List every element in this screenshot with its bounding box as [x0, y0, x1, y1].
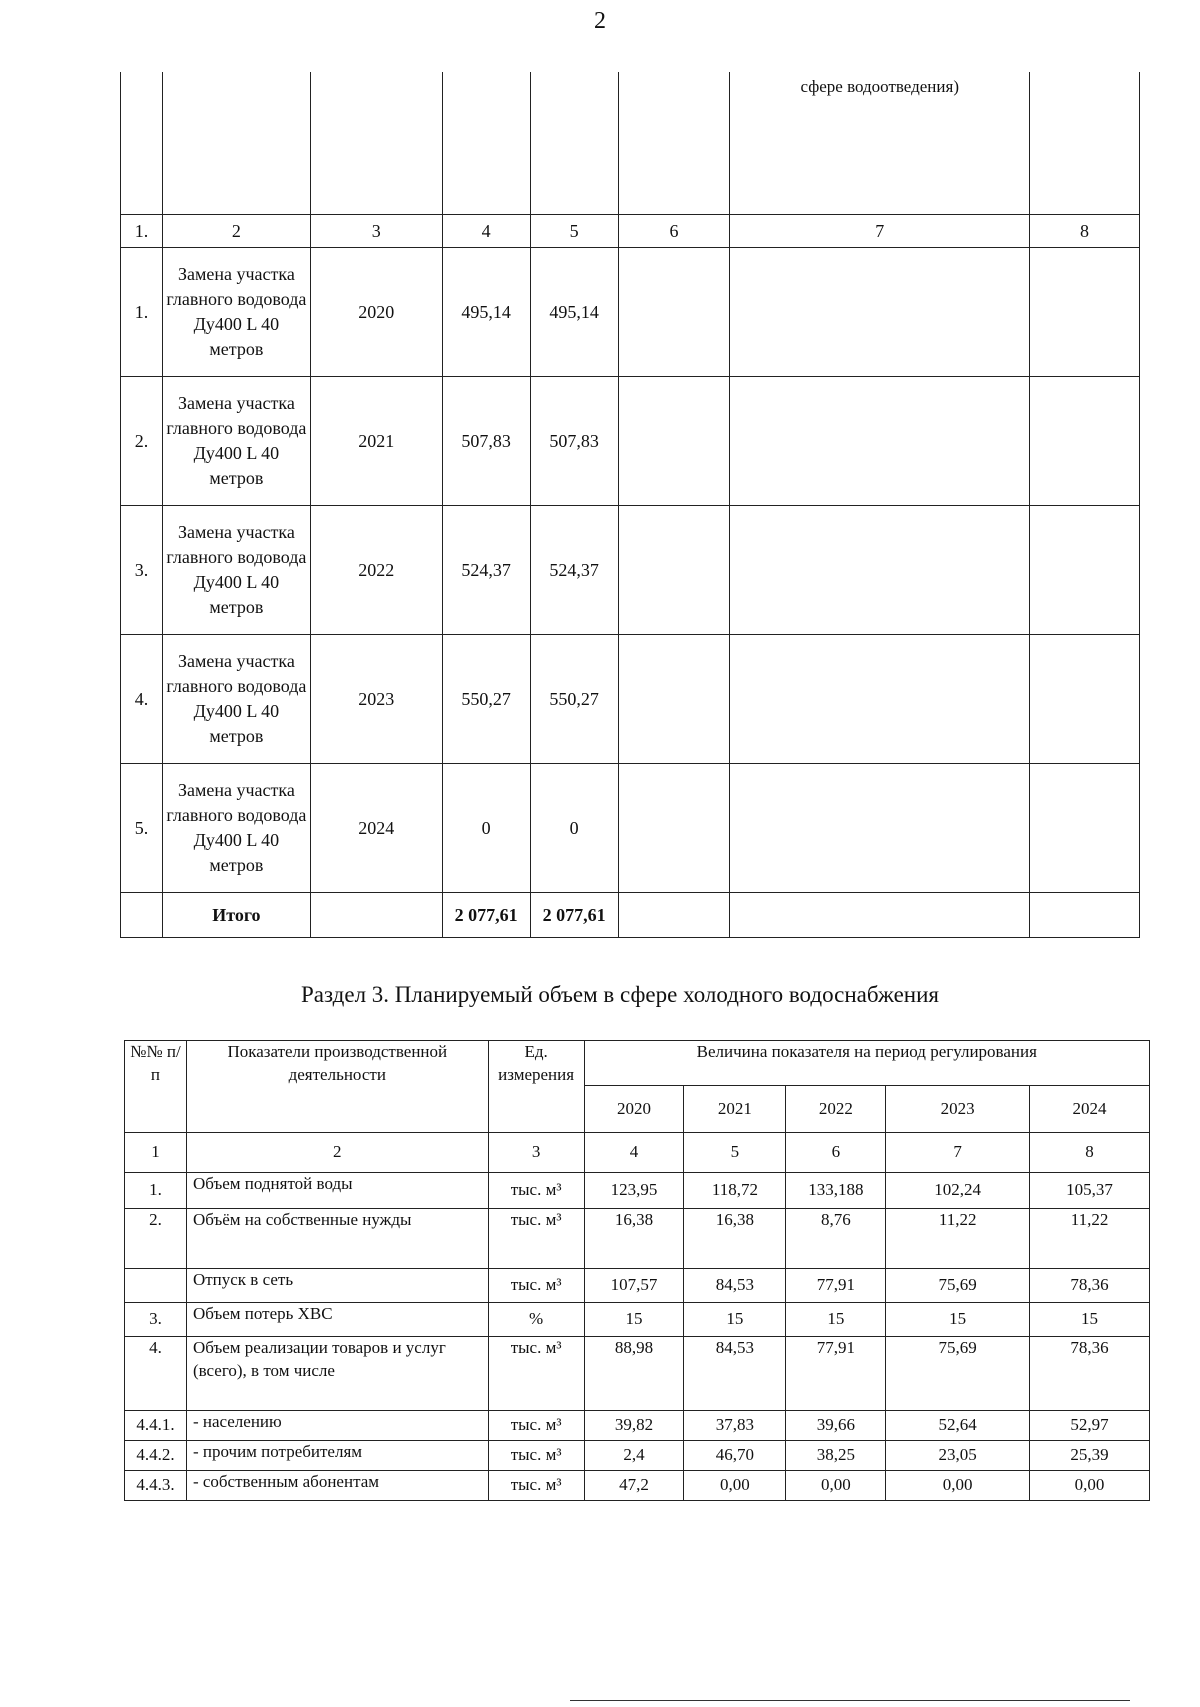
table-row [125, 1441, 1150, 1471]
row-description: Замена участка главного водовода Ду400 L 40 метров [162, 506, 310, 635]
table-row [125, 1471, 1150, 1501]
row-value: 8,76 [786, 1209, 886, 1269]
header-period: Величина показателя на период регулирования [584, 1041, 1149, 1086]
row-value: 11,22 [886, 1209, 1030, 1269]
table-row [125, 1411, 1150, 1441]
col-number: 8 [1030, 1133, 1150, 1173]
header-year: 2024 [1030, 1086, 1150, 1133]
row-unit: тыс. м³ [488, 1337, 584, 1411]
row-number: 3. [125, 1303, 187, 1337]
table-row [125, 1303, 1150, 1337]
header-col7-text: сфере водоотведения) [730, 72, 1030, 215]
table-row [121, 764, 1140, 893]
col-number: 7 [886, 1133, 1030, 1173]
header-indicator: Показатели производственной деятельности [186, 1041, 488, 1133]
row-value: 2,4 [584, 1441, 684, 1471]
row-number: 1. [125, 1173, 187, 1209]
row-value: 46,70 [684, 1441, 786, 1471]
row-value: 39,82 [584, 1411, 684, 1441]
row-description: Замена участка главного водовода Ду400 L 40 метров [162, 377, 310, 506]
row-value: 78,36 [1030, 1337, 1150, 1411]
column-number-row [125, 1133, 1150, 1173]
row-value: 0,00 [786, 1471, 886, 1501]
row-year: 2022 [310, 506, 442, 635]
row-indicator: Объем реализации товаров и услуг (всего), в том числе [186, 1337, 488, 1411]
table-row [125, 1209, 1150, 1269]
col-number: 4 [584, 1133, 684, 1173]
table-row [125, 1269, 1150, 1303]
col-number: 4 [442, 215, 530, 248]
row-value: 0,00 [684, 1471, 786, 1501]
row-value: 15 [584, 1303, 684, 1337]
row-value: 102,24 [886, 1173, 1030, 1209]
header-year: 2021 [684, 1086, 786, 1133]
row-unit: тыс. м³ [488, 1209, 584, 1269]
row-number: 4. [121, 635, 163, 764]
row-year: 2020 [310, 248, 442, 377]
row-value: 77,91 [786, 1269, 886, 1303]
row-unit: тыс. м³ [488, 1411, 584, 1441]
row-value: 77,91 [786, 1337, 886, 1411]
row-unit: тыс. м³ [488, 1269, 584, 1303]
column-number-row [121, 215, 1140, 248]
table-row [121, 506, 1140, 635]
row-number: 3. [121, 506, 163, 635]
header-year: 2022 [786, 1086, 886, 1133]
col-number: 1. [121, 215, 163, 248]
row-indicator: Объем потерь ХВС [186, 1303, 488, 1337]
row-value: 23,05 [886, 1441, 1030, 1471]
row-description: Замена участка главного водовода Ду400 L 40 метров [162, 635, 310, 764]
row-value: 0,00 [1030, 1471, 1150, 1501]
row-indicator: Отпуск в сеть [186, 1269, 488, 1303]
row-value: 0,00 [886, 1471, 1030, 1501]
col-number: 2 [186, 1133, 488, 1173]
row-value: 16,38 [684, 1209, 786, 1269]
bottom-divider [570, 1700, 1130, 1701]
section-title: Раздел 3. Планируемый объем в сфере холодного водоснабжения [300, 982, 939, 1007]
row-year: 2023 [310, 635, 442, 764]
header-num: №№ п/п [125, 1041, 187, 1133]
row-value: 75,69 [886, 1269, 1030, 1303]
col-number: 7 [730, 215, 1030, 248]
row-value: 25,39 [1030, 1441, 1150, 1471]
row-value: 123,95 [584, 1173, 684, 1209]
row-value: 16,38 [584, 1209, 684, 1269]
row-value-4: 507,83 [442, 377, 530, 506]
col-number: 6 [786, 1133, 886, 1173]
row-indicator: - прочим потребителям [186, 1441, 488, 1471]
row-unit: тыс. м³ [488, 1441, 584, 1471]
col-number: 5 [684, 1133, 786, 1173]
row-value: 84,53 [684, 1269, 786, 1303]
cold-water-volume-table [124, 1040, 1150, 1501]
row-number: 4.4.3. [125, 1471, 187, 1501]
row-value-5: 0 [530, 764, 618, 893]
row-number: 5. [121, 764, 163, 893]
row-unit: тыс. м³ [488, 1471, 584, 1501]
page-number: 2 [594, 8, 606, 34]
row-description: Замена участка главного водовода Ду400 L 40 метров [162, 764, 310, 893]
table-row [125, 1173, 1150, 1209]
row-value: 88,98 [584, 1337, 684, 1411]
row-value: 107,57 [584, 1269, 684, 1303]
col-number: 6 [618, 215, 730, 248]
table-row [121, 377, 1140, 506]
row-year: 2024 [310, 764, 442, 893]
col-number: 8 [1030, 215, 1140, 248]
row-value: 84,53 [684, 1337, 786, 1411]
header-year: 2023 [886, 1086, 1030, 1133]
row-value: 15 [684, 1303, 786, 1337]
row-unit: тыс. м³ [488, 1173, 584, 1209]
col-number: 1 [125, 1133, 187, 1173]
header-unit: Ед. измерения [488, 1041, 584, 1133]
total-value-4: 2 077,61 [442, 893, 530, 938]
col-number: 3 [310, 215, 442, 248]
row-description: Замена участка главного водовода Ду400 L 40 метров [162, 248, 310, 377]
row-year: 2021 [310, 377, 442, 506]
row-value-4: 524,37 [442, 506, 530, 635]
row-value: 15 [886, 1303, 1030, 1337]
row-value-5: 495,14 [530, 248, 618, 377]
row-value-4: 495,14 [442, 248, 530, 377]
row-value: 15 [786, 1303, 886, 1337]
table-row [125, 1337, 1150, 1411]
table-row [121, 248, 1140, 377]
row-number: 4.4.1. [125, 1411, 187, 1441]
row-value: 47,2 [584, 1471, 684, 1501]
row-indicator: - населению [186, 1411, 488, 1441]
row-value-4: 550,27 [442, 635, 530, 764]
investment-table [120, 72, 1140, 938]
row-number: 1. [121, 248, 163, 377]
col-number: 2 [162, 215, 310, 248]
row-number: 2. [121, 377, 163, 506]
col-number: 5 [530, 215, 618, 248]
row-unit: % [488, 1303, 584, 1337]
total-label: Итого [162, 893, 310, 938]
row-value: 133,188 [786, 1173, 886, 1209]
row-indicator: Объём на собственные нужды [186, 1209, 488, 1269]
row-value-5: 550,27 [530, 635, 618, 764]
row-value: 11,22 [1030, 1209, 1150, 1269]
header-row [125, 1041, 1150, 1086]
row-value: 37,83 [684, 1411, 786, 1441]
row-value: 39,66 [786, 1411, 886, 1441]
row-number: 2. [125, 1209, 187, 1269]
row-value: 118,72 [684, 1173, 786, 1209]
row-value-5: 524,37 [530, 506, 618, 635]
row-indicator: - собственным абонентам [186, 1471, 488, 1501]
row-number [125, 1269, 187, 1303]
row-value-5: 507,83 [530, 377, 618, 506]
row-number: 4. [125, 1337, 187, 1411]
row-indicator: Объем поднятой воды [186, 1173, 488, 1209]
total-value-5: 2 077,61 [530, 893, 618, 938]
row-value: 75,69 [886, 1337, 1030, 1411]
row-value: 105,37 [1030, 1173, 1150, 1209]
total-row [121, 893, 1140, 938]
table-row [121, 635, 1140, 764]
row-value: 78,36 [1030, 1269, 1150, 1303]
row-value: 38,25 [786, 1441, 886, 1471]
row-value: 52,64 [886, 1411, 1030, 1441]
row-value-4: 0 [442, 764, 530, 893]
header-continuation-row [121, 72, 1140, 215]
row-number: 4.4.2. [125, 1441, 187, 1471]
row-value: 15 [1030, 1303, 1150, 1337]
header-year: 2020 [584, 1086, 684, 1133]
row-value: 52,97 [1030, 1411, 1150, 1441]
col-number: 3 [488, 1133, 584, 1173]
